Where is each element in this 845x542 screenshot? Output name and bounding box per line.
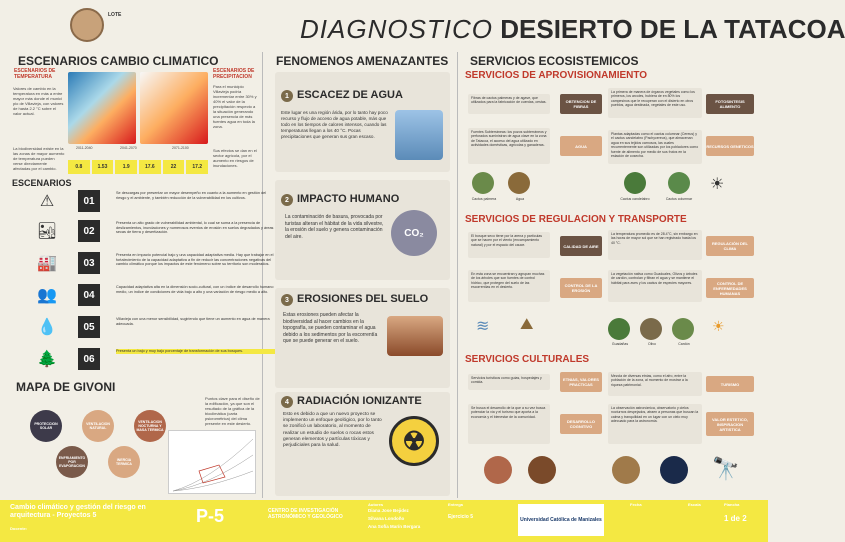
card-text: Este lugar es una región árida, por lo tanto hay poco recurso y flujo de acceso de agua potable, más que todo en los tiempos de calores intensos, cuando las temperaturas llegan a los 40 °C. Pocas precipitaciones que generan sus gran escaso. <box>281 110 388 139</box>
prov-box-2: La primera de manera de órganos vegetales como los primeros, los arcoles, hubiera de en 80% los campesinos que le recuperan con el disierto en otros pueblos, agua destinada, vegetales de este uso. <box>608 88 702 118</box>
co2-cloud-icon: CO₂ <box>391 210 437 256</box>
pill-valor-estetico: VALOR ESTETICO, INSPIRACION ARTISTICA <box>706 412 754 436</box>
precip-title: ESCENARIOS DE PRECIPITACION <box>213 68 255 80</box>
values-row <box>68 160 208 174</box>
cult-box-3: Se busca el desarrollo de la que a su vez busca potenciar la vía y el turismo que aporta a la economía y el bienestar de la comunidad. <box>468 404 550 444</box>
escala-label: Escala <box>688 502 701 507</box>
pill-recursos-geneticos: RECURSOS GENETICOS <box>706 136 754 156</box>
forest-icon: 🌲 <box>37 351 57 368</box>
prov-box-1: Fibras de cactus palmeras y de agave, que utilizados para la fabricación de cuerdas, cestas. <box>468 94 550 114</box>
prov-box-4: Plantas adaptadas como el cactus columnar (Cereus) y el cactus candelabro (Pachycereus), que almacenan agua en sus tejidos carnosos, las cuales recurrentemente son utilizadas por los pobladores como fuente de alimento por medio de sus frutos en la estación de cosecha. <box>608 130 702 164</box>
givoni-circle-5: INERCIA TERMICA <box>108 446 140 478</box>
scenario-number: 04 <box>78 284 100 306</box>
givoni-circle-3: VENTILACION NOCTURNA Y MASA TERMICA <box>134 410 166 442</box>
scenario-text: Presenta un alto grado de vulnerabilidad ambiental, lo cual se suma a la presencia de deslizamientos, inundaciones y numerosos eventos de erosión en suelos degradados y áreas secas de tierra y desertización. <box>116 221 274 235</box>
sun-temperature-icon: ☀ <box>712 318 725 334</box>
temp-title: ESCENARIOS DE TEMPERATURA <box>14 68 56 80</box>
prov-box-3: Fuentes Subterráneas: los pozos subterráneos y perforados suministran de agua clave en la zona de Tatacoa, el acceso del agua utilizado en actividades domésticas, agrícolas y ganaderas. <box>468 128 550 164</box>
entrega-label: Entrega <box>448 502 463 507</box>
desert-icon: 🏜 <box>36 223 58 240</box>
fecha-label: Fecha <box>630 502 642 507</box>
value-cell: 22 <box>163 160 185 174</box>
wind-icon: ≋ <box>476 318 490 335</box>
water-drop-icon: 💧 <box>37 319 57 336</box>
givoni-circle-2: VENTILACION NATURAL <box>82 410 114 442</box>
card-number: 1 <box>281 90 293 102</box>
cactus-palmera-image <box>472 172 494 194</box>
map-label-1: 2011-2040 <box>76 146 93 150</box>
sun-landscape-icon: ☀ <box>710 176 725 193</box>
lote-label: LOTE <box>108 12 122 18</box>
temp-text-2: La biodiversidad existe en la las zonas de mayor aumento de temperatura pueden verse directamente afectadas por el cambio. <box>13 146 65 171</box>
university-name: Universidad Católica de Manizales <box>520 517 602 523</box>
cardon-image <box>672 318 694 340</box>
author-3: Ana Sofía Marín Bergara <box>368 524 421 529</box>
people-icon: 👥 <box>37 287 57 304</box>
column-divider-2 <box>457 52 458 498</box>
scenario-text: Se descargas por presentar un mayor desempeño en cuanto a la aumento en gestión del riesgo y el ambiente, y también reducción de la vulnerabilidad en los cultivos. <box>116 191 267 200</box>
page-title <box>300 14 845 45</box>
ecosystem-services-heading: SERVICIOS ECOSISTEMICOS <box>470 54 639 68</box>
value-cell: 0.8 <box>68 160 90 174</box>
reg-box-1: El bosque seco tiene por la arena y partículas que se hacen por el viento (encampamiento natural) y por el espacio del cauce. <box>468 232 550 258</box>
cactus-columnar-image <box>668 172 690 194</box>
plancha-value: 1 de 2 <box>724 514 747 523</box>
pill-fotosintesis: FOTOSINTESIS ALIMENTO <box>706 94 754 114</box>
plancha-label: Plancha <box>724 502 740 507</box>
cult-box-1: Servicios turísticos como guías, hospedajes y comida. <box>468 374 550 390</box>
label-agua: Agua <box>515 197 525 201</box>
university-logo <box>518 504 604 536</box>
label-cactus-candelabro: Cactus candelabro <box>620 197 650 201</box>
pill-control-erosion: CONTROL DE LA EROSIÓN <box>560 278 602 298</box>
scenario-text: Capacidad adaptativa alta en la dimensión socio-cultural, con un índice de desarrollo humano medio, un índice de condiciones de vida bajo a alto y una variación de riesgo medio a alto. <box>116 285 274 294</box>
label-cactus-palmera: Cactus palmera <box>471 197 497 201</box>
psychrometric-chart-lines <box>169 431 257 495</box>
cactus-candelabro-image <box>624 172 646 194</box>
card-title: RADIACIÓN IONIZANTE <box>297 395 422 407</box>
pill-calidad-aire: CALIDAD DE AIRE <box>560 236 602 256</box>
title-italic: DIAGNOSTICO <box>300 14 494 44</box>
scenario-number: 06 <box>78 348 100 370</box>
precip-text: Para el municipio Villavieja podría incrementar entre 30% y 40% el valor de la precipitación respecto a la situación generando una presencia de más fuentes agua en toda la zona. <box>213 84 257 129</box>
value-cell: 17.2 <box>186 160 208 174</box>
authors-label: Autores <box>368 502 384 507</box>
threats-heading: FENOMENOS AMENAZANTES <box>276 54 449 68</box>
radiation-icon: ☢ <box>389 416 439 466</box>
temp-text: Valores de cambio en la temperatura en más a entre mayor más donde el munici pio de Villavieja, con valores de hasta 2.2 °C sobre el valor actual. <box>13 86 64 116</box>
telescope-icon: 🔭 <box>712 456 740 481</box>
card-text: Esto es debido a que un nuevo proyecto se implemento un enfoque geológico, por lo tanto se zonificó un laboratorio, al momento de realizar un estudio de suelos o rocas estos generan elementos y partículas tóxicas y perjudiciales para la salud. <box>283 412 382 449</box>
factory-icon: 🏭 <box>37 255 57 272</box>
olivo-image <box>640 318 662 340</box>
pill-control-enfermedades: CONTROL DE ENFERMEDADES HUMANAS <box>706 278 754 298</box>
title-bold: DESIERTO DE LA TATACOA <box>500 14 845 44</box>
pill-etnias: ETNIAS, VALORES PRACTICAS <box>560 372 602 392</box>
course-title: Cambio climático y gestión del riesgo en arquitectura - Proyectos 5 <box>10 504 146 519</box>
card-number: 4 <box>281 396 293 408</box>
warning-icon: ⚠ <box>39 193 55 210</box>
precip-text-2: Sus efectos se dan en el sector agrícola, por el aumento en riesgos de inundaciones. <box>213 148 257 168</box>
label-cactus-columnar: Cactus columnar <box>665 197 693 201</box>
threat-card-1 <box>275 72 450 172</box>
author-2: Silvana Londoño <box>368 516 405 521</box>
scenario-number: 03 <box>78 252 100 274</box>
cultural-heading: SERVICIOS CULTURALES <box>465 354 590 365</box>
card-title: IMPACTO HUMANO <box>297 193 400 205</box>
soil-erosion-image <box>387 316 443 356</box>
center-name: CENTRO DE INVESTIGACIÓN ASTRONÓMICO Y GEOLÓGICO <box>268 508 343 520</box>
provisioning-heading: SERVICIOS DE APROVISIONAMIENTO <box>465 70 648 81</box>
pill-agua: AGUA <box>560 136 602 156</box>
threat-card-2 <box>275 180 450 280</box>
author-1: Diana Jose Bejidez <box>368 508 409 513</box>
precipitation-map <box>140 72 208 144</box>
threat-card-3 <box>275 288 450 388</box>
landscape-image <box>612 456 640 484</box>
givoni-circle-1: PROTECCION SOLAR <box>30 410 62 442</box>
entrega-value: Ejercicio 5 <box>448 514 474 520</box>
scenario-number: 02 <box>78 220 100 242</box>
card-title: EROSIONES DEL SUELO <box>297 293 429 305</box>
card-number: 2 <box>281 194 293 206</box>
cult-box-2: Mezcla de diversas etnias, como el afro, entre la población de la zona, al momento de mostrar a la riqueza patrimonial. <box>608 372 702 396</box>
givoni-heading: MAPA DE GIVONI <box>16 380 116 394</box>
scenario-text: Presenta un bajo y muy bajo porcentaje de transformación de sus bosques. <box>116 349 276 354</box>
erosion-icon: ⛰ <box>520 316 534 333</box>
pill-fibras: OBTENCION DE FIBRAS <box>560 94 602 114</box>
scenario-text: Villavieja con una menor sensibilidad, sugiriendo que tiene un aumento en agua de manera adecuada. <box>116 317 270 326</box>
label-guadanas: Guadañas <box>611 342 629 346</box>
pill-regulacion-clima: REGULACIÓN DEL CLIMA <box>706 236 754 256</box>
regulation-heading: SERVICIOS DE REGULACION Y TRANSPORTE <box>465 214 687 225</box>
label-cardon: Cardón <box>678 342 690 346</box>
value-cell: 17.6 <box>139 160 161 174</box>
agua-image <box>508 172 530 194</box>
column-divider-1 <box>262 52 263 498</box>
culture-image <box>484 456 512 484</box>
scenarios-heading: ESCENARIOS <box>12 178 72 188</box>
reg-box-2: La temperatura promedio es de 28.4°C, sin embargo en las horas de mayor sol que se han registrado hasta los 40 °C. <box>608 230 702 260</box>
reg-box-3: En esta zona se encuentran y agrupan muchas de los árboles que son fuentes de control hídrico, que protegen del suelo de las escorrentías en el desierto. <box>468 270 550 302</box>
scenario-number: 05 <box>78 316 100 338</box>
card-title: ESCACEZ DE AGUA <box>297 89 403 101</box>
threat-card-4 <box>275 392 450 496</box>
pill-turismo: TURISMO <box>706 376 754 392</box>
card-number: 3 <box>281 294 293 306</box>
cult-box-4: La observación astronómica, observatorio y cielos nocturnos despejados, atraen a personas que buscan la calma y tranquilidad en un lugar con un cielo muy adecuado para la astronomía. <box>608 404 702 444</box>
value-cell: 1.9 <box>115 160 137 174</box>
pill-desarrollo-cognitivo: DESARROLLO COGNITIVO <box>560 414 602 434</box>
scenario-number: 01 <box>78 190 100 212</box>
docente-label: Docente: <box>10 526 28 531</box>
givoni-circle-4: ENFRIAMIENTO POR EVAPORACION <box>56 446 88 478</box>
label-olivo: Olivo <box>648 342 656 346</box>
night-sky-image <box>660 456 688 484</box>
card-text: Estas erosiones pueden afectar la biodiversidad al hacer cambios en la topografía, se pueden contaminar el agua debido a los sedimentos por la escorrentía que se puede generar en el suelo. <box>283 312 378 344</box>
guadanas-image <box>608 318 630 340</box>
scenario-text: Presenta en impacto potencial bajo y una capacidad adaptativa media. Hay que trabajar en el fortalecimiento de la capacidad adaptativa a fin de reducir las concentraciones negativas del cambio climático porque los impactos de este fenómeno sobre su territorio son moderados. <box>116 253 274 267</box>
tourism-image <box>528 456 556 484</box>
climate-scenarios-heading: ESCENARIOS CAMBIO CLIMATICO <box>18 54 219 68</box>
reg-box-4: La vegetación nativa como Guaduales, Olivos y árboles de cardón, controlan y filtran el agua y se mantiene el hábitat para aves y los cactus de especies mayores. <box>608 270 702 302</box>
map-label-2: 2041-2070 <box>120 146 137 150</box>
map-label-3: 2071-2100 <box>172 146 189 150</box>
sheet-code: P-5 <box>196 506 225 526</box>
psychrometric-chart <box>168 430 256 494</box>
project-logo <box>70 8 104 42</box>
card-text: La contaminación de basura, provocada por turistas alteran el hábitat de la vida silvestre, la erosión del suelo y genera contaminación del aire. <box>285 214 384 240</box>
temperature-map <box>68 72 136 144</box>
value-cell: 1.53 <box>92 160 114 174</box>
givoni-text: Puntos clave para el diseño de la edificación, ya que son el resultado de la gráfica de la bioclimática (carta psicrométrica) del clima presente en este desierto. <box>205 396 260 426</box>
water-tap-image <box>395 110 443 160</box>
